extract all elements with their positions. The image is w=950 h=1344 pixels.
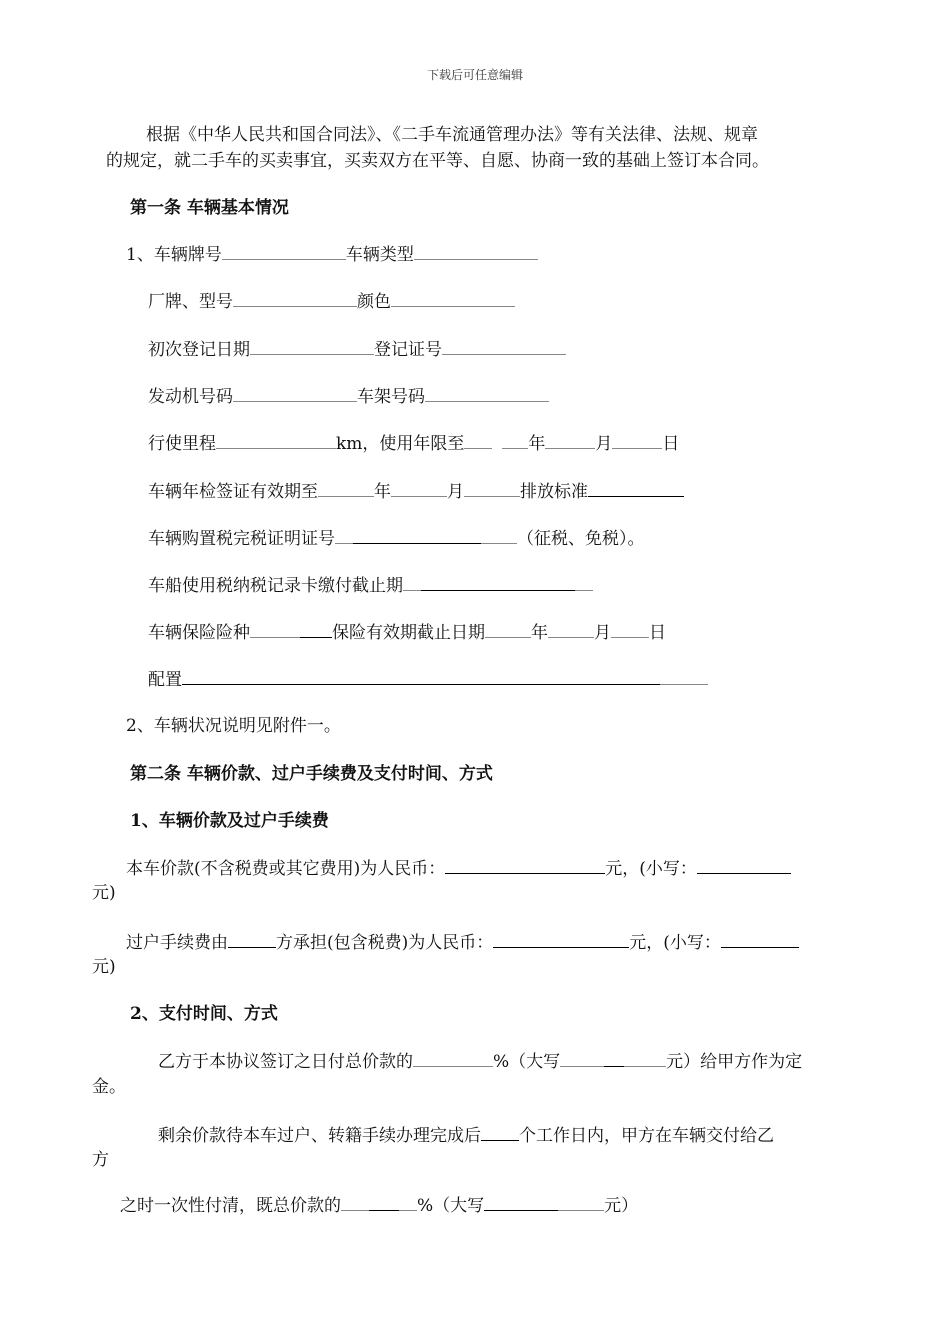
field-row-mileage	[148, 432, 679, 455]
label-rest-f: 元）	[604, 1196, 639, 1216]
label-vessel-tax: 车船使用税纳税记录卡缴付截止期	[148, 576, 403, 596]
vehicle-status-note: 2、车辆状况说明见附件一。	[126, 716, 341, 736]
intro-line-1: 根据《中华人民共和国合同法》、《二手车流通管理办法》等有关法律、法规、规章	[146, 125, 758, 145]
label-month: 月	[594, 623, 611, 643]
blank-inspect-day[interactable]	[464, 480, 520, 497]
label-rest-d: 之时一次性付清，既总价款的	[120, 1196, 341, 1216]
blank-first-reg[interactable]	[250, 338, 374, 355]
blank-reg-no[interactable]	[442, 338, 566, 355]
deposit-wrap: 金。	[92, 1077, 126, 1097]
blank-ins-day[interactable]	[611, 621, 649, 638]
fee-close: 元)	[92, 957, 116, 977]
label-year: 年	[528, 434, 546, 454]
label-year: 年	[531, 623, 548, 643]
article-2-sub-2: 2、支付时间、方式	[130, 1004, 278, 1024]
blank-workdays[interactable]	[481, 1124, 519, 1141]
label-color: 颜色	[357, 292, 391, 312]
article-2-sub-1: 1、车辆价款及过户手续费	[130, 811, 329, 831]
blank-vessel-post	[575, 574, 593, 591]
label-month: 月	[595, 434, 613, 454]
blank-ins-month[interactable]	[548, 621, 594, 638]
label-fee-b: 方承担(包含税费)为人民币：	[276, 933, 494, 953]
field-row-inspection	[148, 480, 684, 503]
field-row-price	[126, 857, 791, 880]
field-row-config	[148, 668, 708, 691]
label-ins-valid: 保险有效期截止日期	[332, 623, 485, 643]
page-header: 下载后可任意编辑	[426, 68, 523, 82]
blank-day[interactable]	[612, 432, 662, 449]
label-deposit-b: %（大写	[493, 1052, 561, 1072]
blank-rest-pct[interactable]	[369, 1194, 399, 1211]
blank-brand[interactable]	[233, 290, 357, 307]
blank-frame[interactable]	[425, 385, 549, 402]
label-inspection: 车辆年检签证有效期至	[148, 482, 318, 502]
blank-config[interactable]	[182, 668, 660, 685]
blank-mileage[interactable]	[216, 432, 336, 449]
blank-inspect-month[interactable]	[391, 480, 447, 497]
blank-emission[interactable]	[588, 480, 684, 497]
article-1-title: 第一条 车辆基本情况	[130, 198, 289, 218]
price-close: 元)	[92, 883, 116, 903]
blank-plate[interactable]	[222, 243, 346, 260]
blank-insurance[interactable]	[300, 621, 332, 638]
label-price: 本车价款(不含税费或其它费用)为人民币：	[126, 859, 446, 879]
blank-dep-post	[624, 1050, 666, 1067]
field-row-vessel-tax	[148, 574, 593, 597]
intro-line-2: 的规定，就二手车的买卖事宜，买卖双方在平等、自愿、协商一致的基础上签订本合同。	[106, 151, 769, 171]
label-day: 日	[662, 434, 680, 454]
blank-deposit-words[interactable]	[604, 1050, 624, 1067]
label-first-reg: 初次登记日期	[148, 340, 250, 360]
blank-vessel-pre	[403, 574, 421, 591]
field-row-fee	[126, 931, 799, 954]
blank-year-b[interactable]	[502, 432, 528, 449]
blank-ins-pre	[250, 621, 300, 638]
label-config: 配置	[148, 670, 182, 690]
label-yuan-small: 元，(小写：	[605, 859, 697, 879]
label-month: 月	[447, 482, 464, 502]
article-2-title: 第二条 车辆价款、过户手续费及支付时间、方式	[130, 764, 493, 784]
blank-inspect-year[interactable]	[318, 480, 374, 497]
blank-fee-small[interactable]	[721, 931, 799, 948]
blank-rest-pre	[341, 1194, 369, 1211]
label-insurance: 车辆保险险种	[148, 623, 250, 643]
blank-rest-post	[399, 1194, 417, 1211]
blank-price[interactable]	[445, 857, 605, 874]
label-yuan-small: 元，(小写：	[629, 933, 721, 953]
label-vehicle-type: 车辆类型	[345, 245, 414, 265]
blank-engine[interactable]	[233, 385, 357, 402]
label-deposit-a: 乙方于本协议签订之日付总价款的	[158, 1052, 413, 1072]
label-km-years: km，使用年限至	[336, 434, 465, 454]
field-row-plate	[126, 243, 538, 266]
blank-dep-pre	[560, 1050, 604, 1067]
blank-fee[interactable]	[493, 931, 629, 948]
blank-color[interactable]	[391, 290, 515, 307]
blank-price-small[interactable]	[697, 857, 791, 874]
blank-rest-words-post	[558, 1194, 604, 1211]
label-rest-a: 剩余价款待本车过户、转籍手续办理完成后	[158, 1126, 481, 1146]
field-row-insurance	[148, 621, 666, 644]
field-row-remainder	[158, 1124, 774, 1147]
blank-month[interactable]	[545, 432, 595, 449]
field-row-deposit	[158, 1050, 802, 1073]
label-fee-a: 过户手续费由	[126, 933, 228, 953]
blank-tax-post	[481, 527, 517, 544]
blank-year-a[interactable]	[464, 432, 492, 449]
field-row-registration	[148, 338, 566, 361]
label-emission: 排放标准	[520, 482, 588, 502]
label-engine: 发动机号码	[148, 387, 233, 407]
label-tax-note: （征税、免税）。	[517, 529, 645, 549]
blank-rest-words[interactable]	[484, 1194, 558, 1211]
label-day: 日	[649, 623, 666, 643]
field-row-brand	[148, 290, 515, 313]
label-mileage: 行使里程	[148, 434, 216, 454]
label-rest-b: 个工作日内，甲方在车辆交付给乙	[519, 1126, 774, 1146]
label-deposit-c: 元）给甲方作为定	[666, 1052, 803, 1072]
blank-deposit-pct[interactable]	[413, 1050, 493, 1067]
label-rest-e: %（大写	[417, 1196, 485, 1216]
blank-vessel-tax[interactable]	[421, 574, 575, 591]
label-frame: 车架号码	[357, 387, 425, 407]
field-row-remainder-2	[120, 1194, 638, 1217]
blank-vehicle-type[interactable]	[414, 243, 538, 260]
label-purchase-tax: 车辆购置税完税证明证号	[148, 529, 335, 549]
blank-tax-pre	[335, 527, 353, 544]
field-row-engine	[148, 385, 549, 408]
blank-purchase-tax[interactable]	[353, 527, 481, 544]
remainder-wrap: 方	[92, 1150, 109, 1170]
label-plate: 1、车辆牌号	[126, 245, 222, 265]
field-row-purchase-tax	[148, 527, 645, 550]
blank-ins-year[interactable]	[485, 621, 531, 638]
label-year: 年	[374, 482, 391, 502]
label-brand: 厂牌、型号	[148, 292, 233, 312]
label-reg-no: 登记证号	[374, 340, 442, 360]
blank-fee-party[interactable]	[228, 931, 276, 948]
blank-config-post	[660, 668, 708, 685]
